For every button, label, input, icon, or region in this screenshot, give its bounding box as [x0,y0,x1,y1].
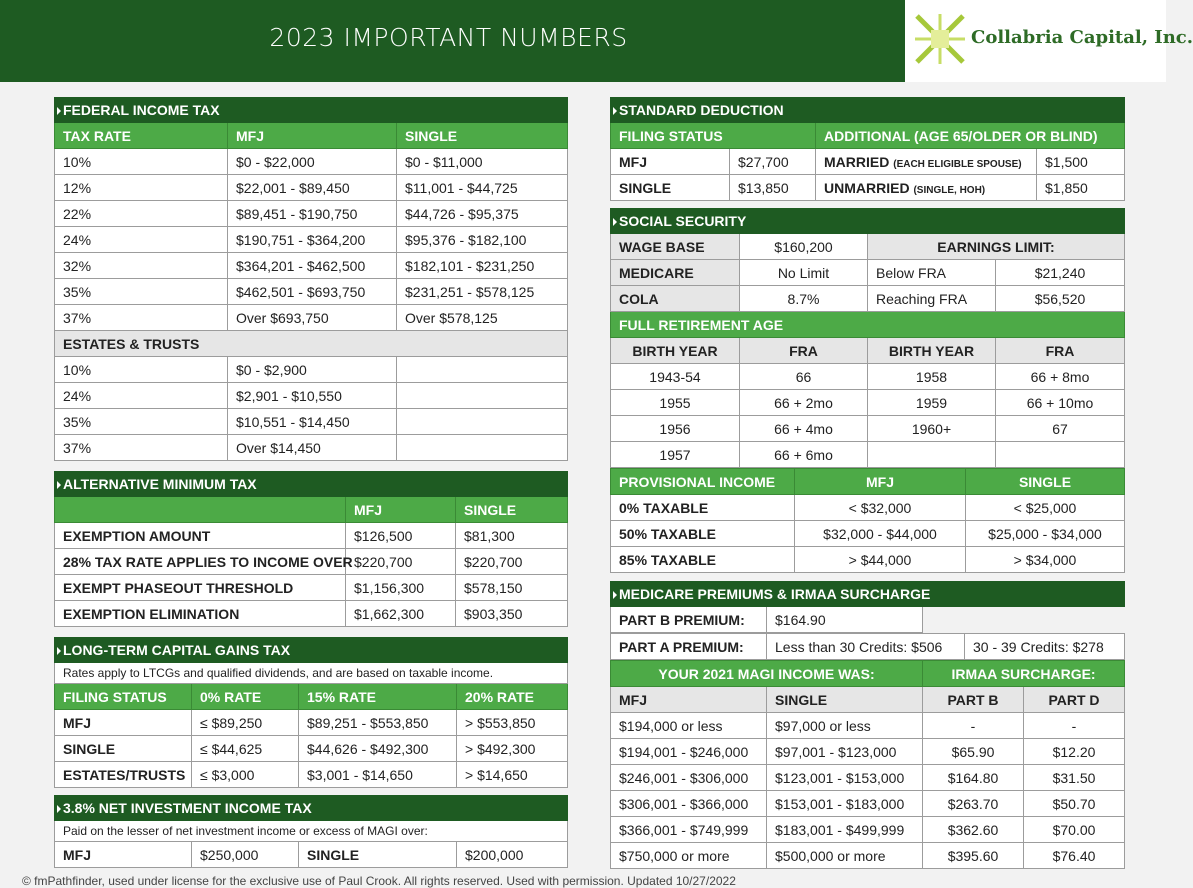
cell: 1955 [611,390,740,416]
cell: 66 + 10mo [996,390,1125,416]
cell: $200,000 [457,842,568,868]
cell: $164.80 [923,765,1024,791]
logo-mark-icon [911,12,969,66]
cell: > $44,000 [795,547,966,573]
row-label: MEDICARE [611,260,740,286]
subsection-title: EARNINGS LIMIT: [868,234,1125,260]
cell: Over $693,750 [228,305,397,331]
table-row [611,234,1125,260]
row-label: SINGLE [611,175,730,201]
table-row [55,762,568,788]
cell: 37% [55,435,228,461]
cell: $194,001 - $246,000 [611,739,767,765]
col-header: SINGLE [966,469,1125,495]
medicare-section [610,581,1124,869]
cell: 24% [55,383,228,409]
col-header: 0% RATE [192,684,299,710]
col-header: MFJ [346,497,456,523]
cell: 66 + 8mo [996,364,1125,390]
col-header: YOUR 2021 MAGI INCOME WAS: [611,661,923,687]
table-row [611,634,1125,660]
cell: $0 - $22,000 [228,149,397,175]
cell: $2,901 - $10,550 [228,383,397,409]
table-row [611,442,1125,468]
cell: $1,500 [1037,149,1125,175]
row-label: 28% TAX RATE APPLIES TO INCOME OVER [55,549,346,575]
row-label: MFJ [611,149,730,175]
section-title: FEDERAL INCOME TAX [63,102,220,118]
cell: $306,001 - $366,000 [611,791,767,817]
cell: $1,156,300 [346,575,456,601]
row-label: WAGE BASE [611,234,740,260]
cell: $1,662,300 [346,601,456,627]
cell: $183,001 - $499,999 [767,817,923,843]
cell: $44,626 - $492,300 [299,736,457,762]
company-name: Collabria Capital, Inc. [971,27,1193,48]
table-row [611,390,1125,416]
cell: $123,001 - $153,000 [767,765,923,791]
cell [397,435,568,461]
row-label: SINGLE [299,842,457,868]
table-row [55,175,568,201]
section-title: 3.8% NET INVESTMENT INCOME TAX [63,800,312,816]
section-title: SOCIAL SECURITY [619,213,747,229]
table-row [611,739,1125,765]
cell: > $553,850 [457,710,568,736]
cell: $366,001 - $749,999 [611,817,767,843]
subsection-title: ESTATES & TRUSTS [55,331,568,357]
cell: $11,001 - $44,725 [397,175,568,201]
col-header: PART D [1024,687,1125,713]
cell: $50.70 [1024,791,1125,817]
cell: $21,240 [996,260,1125,286]
cell: $231,251 - $578,125 [397,279,568,305]
cell: $89,251 - $553,850 [299,710,457,736]
cell: $65.90 [923,739,1024,765]
row-label: EXEMPTION AMOUNT [55,523,346,549]
table-row [55,357,568,383]
cell: ≤ $3,000 [192,762,299,788]
cell: $10,551 - $14,450 [228,409,397,435]
cell: $81,300 [456,523,568,549]
table-row [55,601,568,627]
cell: 1959 [868,390,996,416]
row-label: EXEMPTION ELIMINATION [55,601,346,627]
cell: $362.60 [923,817,1024,843]
cell: $31.50 [1024,765,1125,791]
copyright-footer: © fmPathfinder, used under license for the exclusive use of Paul Crook. All rights reserved. Used with permission. Updated 10/27/2022 [22,874,736,888]
section-title: MEDICARE PREMIUMS & IRMAA SURCHARGE [619,586,931,602]
row-label: PART A PREMIUM: [611,634,767,660]
col-header: FRA [996,338,1125,364]
table-row [55,710,568,736]
col-header: ADDITIONAL (AGE 65/OLDER OR BLIND) [816,123,1125,149]
col-header: FILING STATUS [55,684,192,710]
table-row [55,736,568,762]
table-row [55,201,568,227]
cell: 22% [55,201,228,227]
col-header [55,497,346,523]
table-row [55,575,568,601]
cell [397,357,568,383]
cell: 24% [55,227,228,253]
cell: 1957 [611,442,740,468]
col-header: 20% RATE [457,684,568,710]
table-row [55,409,568,435]
cell: - [923,713,1024,739]
col-header: FILING STATUS [611,123,816,149]
cell: $578,150 [456,575,568,601]
header-bar [0,0,905,82]
federal-income-tax-section [54,97,567,461]
cell: $97,001 - $123,000 [767,739,923,765]
cell: $76.40 [1024,843,1125,869]
cell [868,442,996,468]
subsection-title: FULL RETIREMENT AGE [611,312,1125,338]
cell: $12.20 [1024,739,1125,765]
col-header: MFJ [795,469,966,495]
cell: $182,101 - $231,250 [397,253,568,279]
cell [996,442,1125,468]
table-row [55,842,568,868]
cell: > $14,650 [457,762,568,788]
cell: 1960+ [868,416,996,442]
section-note: Rates apply to LTCGs and qualified dividends, and are based on taxable income. [55,663,568,684]
page-title: 2023 IMPORTANT NUMBERS [269,23,628,52]
cell: $13,850 [730,175,816,201]
col-header: PROVISIONAL INCOME [611,469,795,495]
table-row [611,607,1125,633]
cell: $0 - $2,900 [228,357,397,383]
table-row [55,279,568,305]
cell: 37% [55,305,228,331]
cell: $462,501 - $693,750 [228,279,397,305]
niit-section [54,795,567,868]
col-header: BIRTH YEAR [868,338,996,364]
table-row [611,286,1125,312]
row-label: UNMARRIED (SINGLE, HOH) [816,175,1037,201]
table-row [611,547,1125,573]
cell: Reaching FRA [868,286,996,312]
company-logo [905,0,1193,82]
cell: No Limit [740,260,868,286]
row-label: MARRIED (EACH ELIGIBLE SPOUSE) [816,149,1037,175]
cell: $194,000 or less [611,713,767,739]
cell: $246,001 - $306,000 [611,765,767,791]
table-row [55,435,568,461]
section-title: STANDARD DEDUCTION [619,102,784,118]
col-header: FRA [740,338,868,364]
table-row [55,383,568,409]
cell: Less than 30 Credits: $506 [767,634,965,660]
cell: $190,751 - $364,200 [228,227,397,253]
row-label: COLA [611,286,740,312]
table-row [55,253,568,279]
cell: $70.00 [1024,817,1125,843]
cell: $750,000 or more [611,843,767,869]
cell: 32% [55,253,228,279]
table-row [611,765,1125,791]
cell: $25,000 - $34,000 [966,521,1125,547]
section-title: ALTERNATIVE MINIMUM TAX [63,476,257,492]
cell: Below FRA [868,260,996,286]
cell: 30 - 39 Credits: $278 [965,634,1125,660]
cell: 35% [55,409,228,435]
col-header: SINGLE [456,497,568,523]
cell: 66 + 2mo [740,390,868,416]
cell: $364,201 - $462,500 [228,253,397,279]
section-note: Paid on the lesser of net investment income or excess of MAGI over: [55,821,568,842]
social-security-section [610,208,1124,573]
cell: 12% [55,175,228,201]
cell: $126,500 [346,523,456,549]
table-row [611,364,1125,390]
table-row [611,713,1125,739]
cell: ≤ $44,625 [192,736,299,762]
cell: $97,000 or less [767,713,923,739]
cell: $160,200 [740,234,868,260]
row-label: SINGLE [55,736,192,762]
row-label: 50% TAXABLE [611,521,795,547]
cell: $395.60 [923,843,1024,869]
cell: $164.90 [767,607,923,633]
cell: $250,000 [192,842,299,868]
cell: > $34,000 [966,547,1125,573]
table-row [611,149,1125,175]
row-label: MFJ [55,842,192,868]
cell: $1,850 [1037,175,1125,201]
row-label: MFJ [55,710,192,736]
cell: $0 - $11,000 [397,149,568,175]
ltcg-section [54,637,567,788]
standard-deduction-section [610,97,1124,201]
table-row [611,817,1125,843]
cell: > $492,300 [457,736,568,762]
cell: $44,726 - $95,375 [397,201,568,227]
cell: $500,000 or more [767,843,923,869]
cell: $220,700 [456,549,568,575]
cell: < $25,000 [966,495,1125,521]
cell: 67 [996,416,1125,442]
col-header: BIRTH YEAR [611,338,740,364]
row-label: 85% TAXABLE [611,547,795,573]
section-title: LONG-TERM CAPITAL GAINS TAX [63,642,291,658]
table-row [611,416,1125,442]
table-row [611,843,1125,869]
cell: $32,000 - $44,000 [795,521,966,547]
col-header: MFJ [611,687,767,713]
col-header: PART B [923,687,1024,713]
row-label: 0% TAXABLE [611,495,795,521]
cell: 8.7% [740,286,868,312]
col-header: TAX RATE [55,123,228,149]
table-row [611,521,1125,547]
cell: $3,001 - $14,650 [299,762,457,788]
cell: 66 [740,364,868,390]
table-row [611,495,1125,521]
table-row [55,149,568,175]
row-label: ESTATES/TRUSTS [55,762,192,788]
cell [397,383,568,409]
table-row [55,523,568,549]
cell: $95,376 - $182,100 [397,227,568,253]
cell: Over $578,125 [397,305,568,331]
col-header: SINGLE [767,687,923,713]
col-header: 15% RATE [299,684,457,710]
cell [397,409,568,435]
row-label: EXEMPT PHASEOUT THRESHOLD [55,575,346,601]
cell: 10% [55,149,228,175]
row-label: PART B PREMIUM: [611,607,767,633]
cell: 1956 [611,416,740,442]
cell: $56,520 [996,286,1125,312]
cell: $27,700 [730,149,816,175]
col-header: IRMAA SURCHARGE: [923,661,1125,687]
table-row [611,791,1125,817]
table-row [55,227,568,253]
table-row [611,175,1125,201]
cell: 1943-54 [611,364,740,390]
col-header: SINGLE [397,123,568,149]
cell: 10% [55,357,228,383]
cell: ≤ $89,250 [192,710,299,736]
cell: Over $14,450 [228,435,397,461]
table-row [611,260,1125,286]
cell: 35% [55,279,228,305]
cell: - [1024,713,1125,739]
cell: < $32,000 [795,495,966,521]
cell: 66 + 6mo [740,442,868,468]
cell: $220,700 [346,549,456,575]
table-row [55,305,568,331]
cell: 1958 [868,364,996,390]
amt-section [54,471,567,627]
cell: $903,350 [456,601,568,627]
col-header: MFJ [228,123,397,149]
cell: $89,451 - $190,750 [228,201,397,227]
cell: $153,001 - $183,000 [767,791,923,817]
cell: $22,001 - $89,450 [228,175,397,201]
cell: $263.70 [923,791,1024,817]
table-row [55,549,568,575]
cell: 66 + 4mo [740,416,868,442]
